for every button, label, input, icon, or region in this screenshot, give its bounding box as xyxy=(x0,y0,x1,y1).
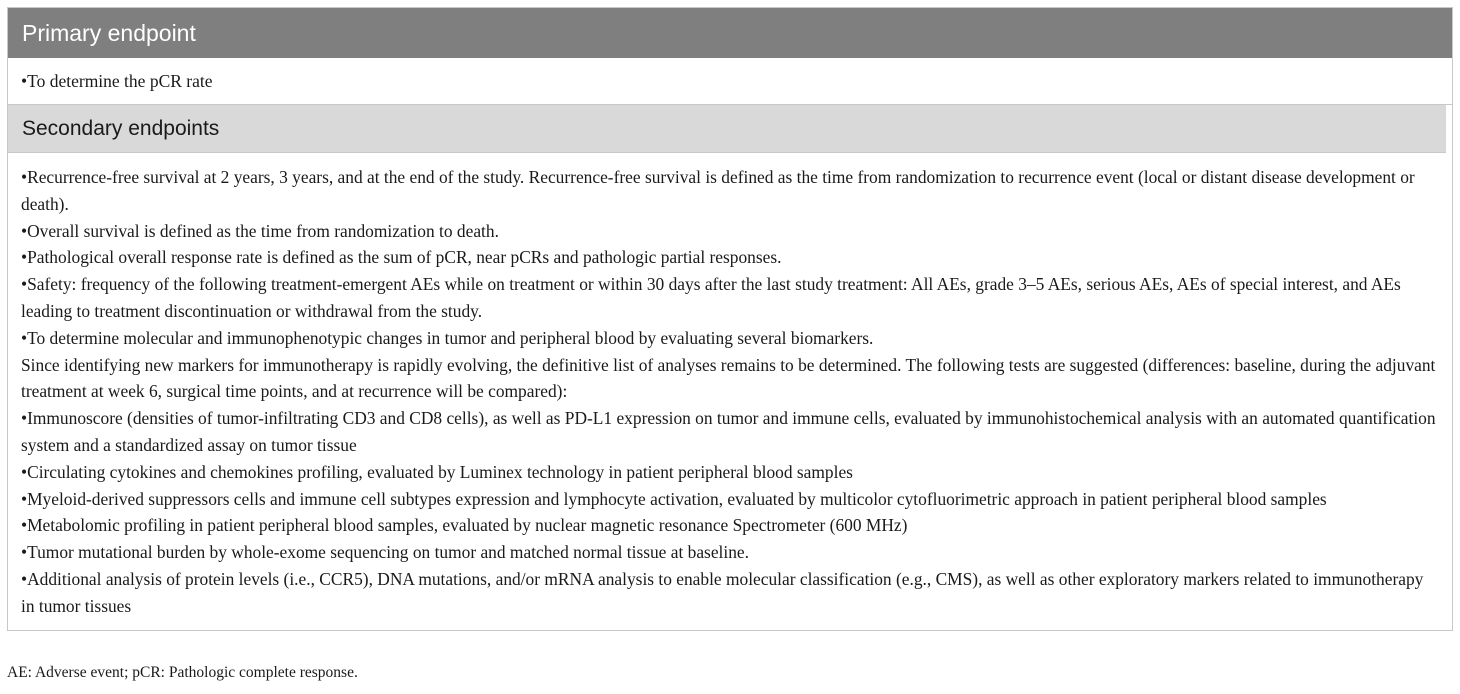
secondary-endpoint-item: •Tumor mutational burden by whole-exome sequencing on tumor and matched normal tissue at baseline. xyxy=(21,542,749,563)
secondary-endpoint-note: Since identifying new markers for immunotherapy is rapidly evolving, the definitive list of analyses remains to be determined. The following tests are suggested (differences: baseline, during the adjuvant treatment at week 6, surgical time points, and at recurrence will be compared): xyxy=(21,354,1436,402)
endpoints-table xyxy=(7,7,1453,631)
secondary-endpoint-item: •Myeloid-derived suppressors cells and immune cell subtypes expression and lymphocyte activation, evaluated by multicolor cytofluorimetric approach in patient peripheral blood samples xyxy=(21,488,1327,509)
secondary-endpoint-item: •To determine molecular and immunophenotypic changes in tumor and peripheral blood by evaluating several biomarkers. xyxy=(21,327,874,348)
secondary-endpoint-item: •Safety: frequency of the following treatment-emergent AEs while on treatment or within 30 days after the last study treatment: All AEs, grade 3–5 AEs, serious AEs, AEs of special interest, and AEs leading to treatment discontinuation or withdrawal from the study. xyxy=(21,274,1401,321)
primary-endpoint-header: Primary endpoint xyxy=(8,8,1452,58)
secondary-endpoint-item: •Circulating cytokines and chemokines profiling, evaluated by Luminex technology in patient peripheral blood samples xyxy=(21,461,853,482)
secondary-endpoint-item: •Recurrence-free survival at 2 years, 3 years, and at the end of the study. Recurrence-free survival is defined as the time from randomization to recurrence event (local or distant disease development or death). xyxy=(21,167,1415,214)
primary-endpoint-row xyxy=(8,58,1452,105)
secondary-endpoint-item: •Metabolomic profiling in patient peripheral blood samples, evaluated by nuclear magnetic resonance Spectrometer (600 MHz) xyxy=(21,515,908,536)
secondary-endpoint-item: •Pathological overall response rate is defined as the sum of pCR, near pCRs and pathologic partial responses. xyxy=(21,247,782,268)
table-footnote: AE: Adverse event; pCR: Pathologic complete response. xyxy=(7,664,358,681)
secondary-endpoint-item: •Immunoscore (densities of tumor-infiltrating CD3 and CD8 cells), as well as PD-L1 expression on tumor and immune cells, evaluated by immunohistochemical analysis with an automated quantification system and a standardized assay on tumor tissue xyxy=(21,408,1436,455)
secondary-endpoints-header: Secondary endpoints xyxy=(8,105,1446,153)
secondary-endpoint-item: •Overall survival is defined as the time from randomization to death. xyxy=(21,220,499,241)
primary-endpoint-item: •To determine the pCR rate xyxy=(21,71,213,91)
secondary-endpoint-item: •Additional analysis of protein levels (i.e., CCR5), DNA mutations, and/or mRNA analysis to enable molecular classification (e.g., CMS), as well as other exploratory markers related to immunotherapy in tumor tissues xyxy=(21,568,1424,616)
secondary-endpoints-body xyxy=(8,153,1452,630)
